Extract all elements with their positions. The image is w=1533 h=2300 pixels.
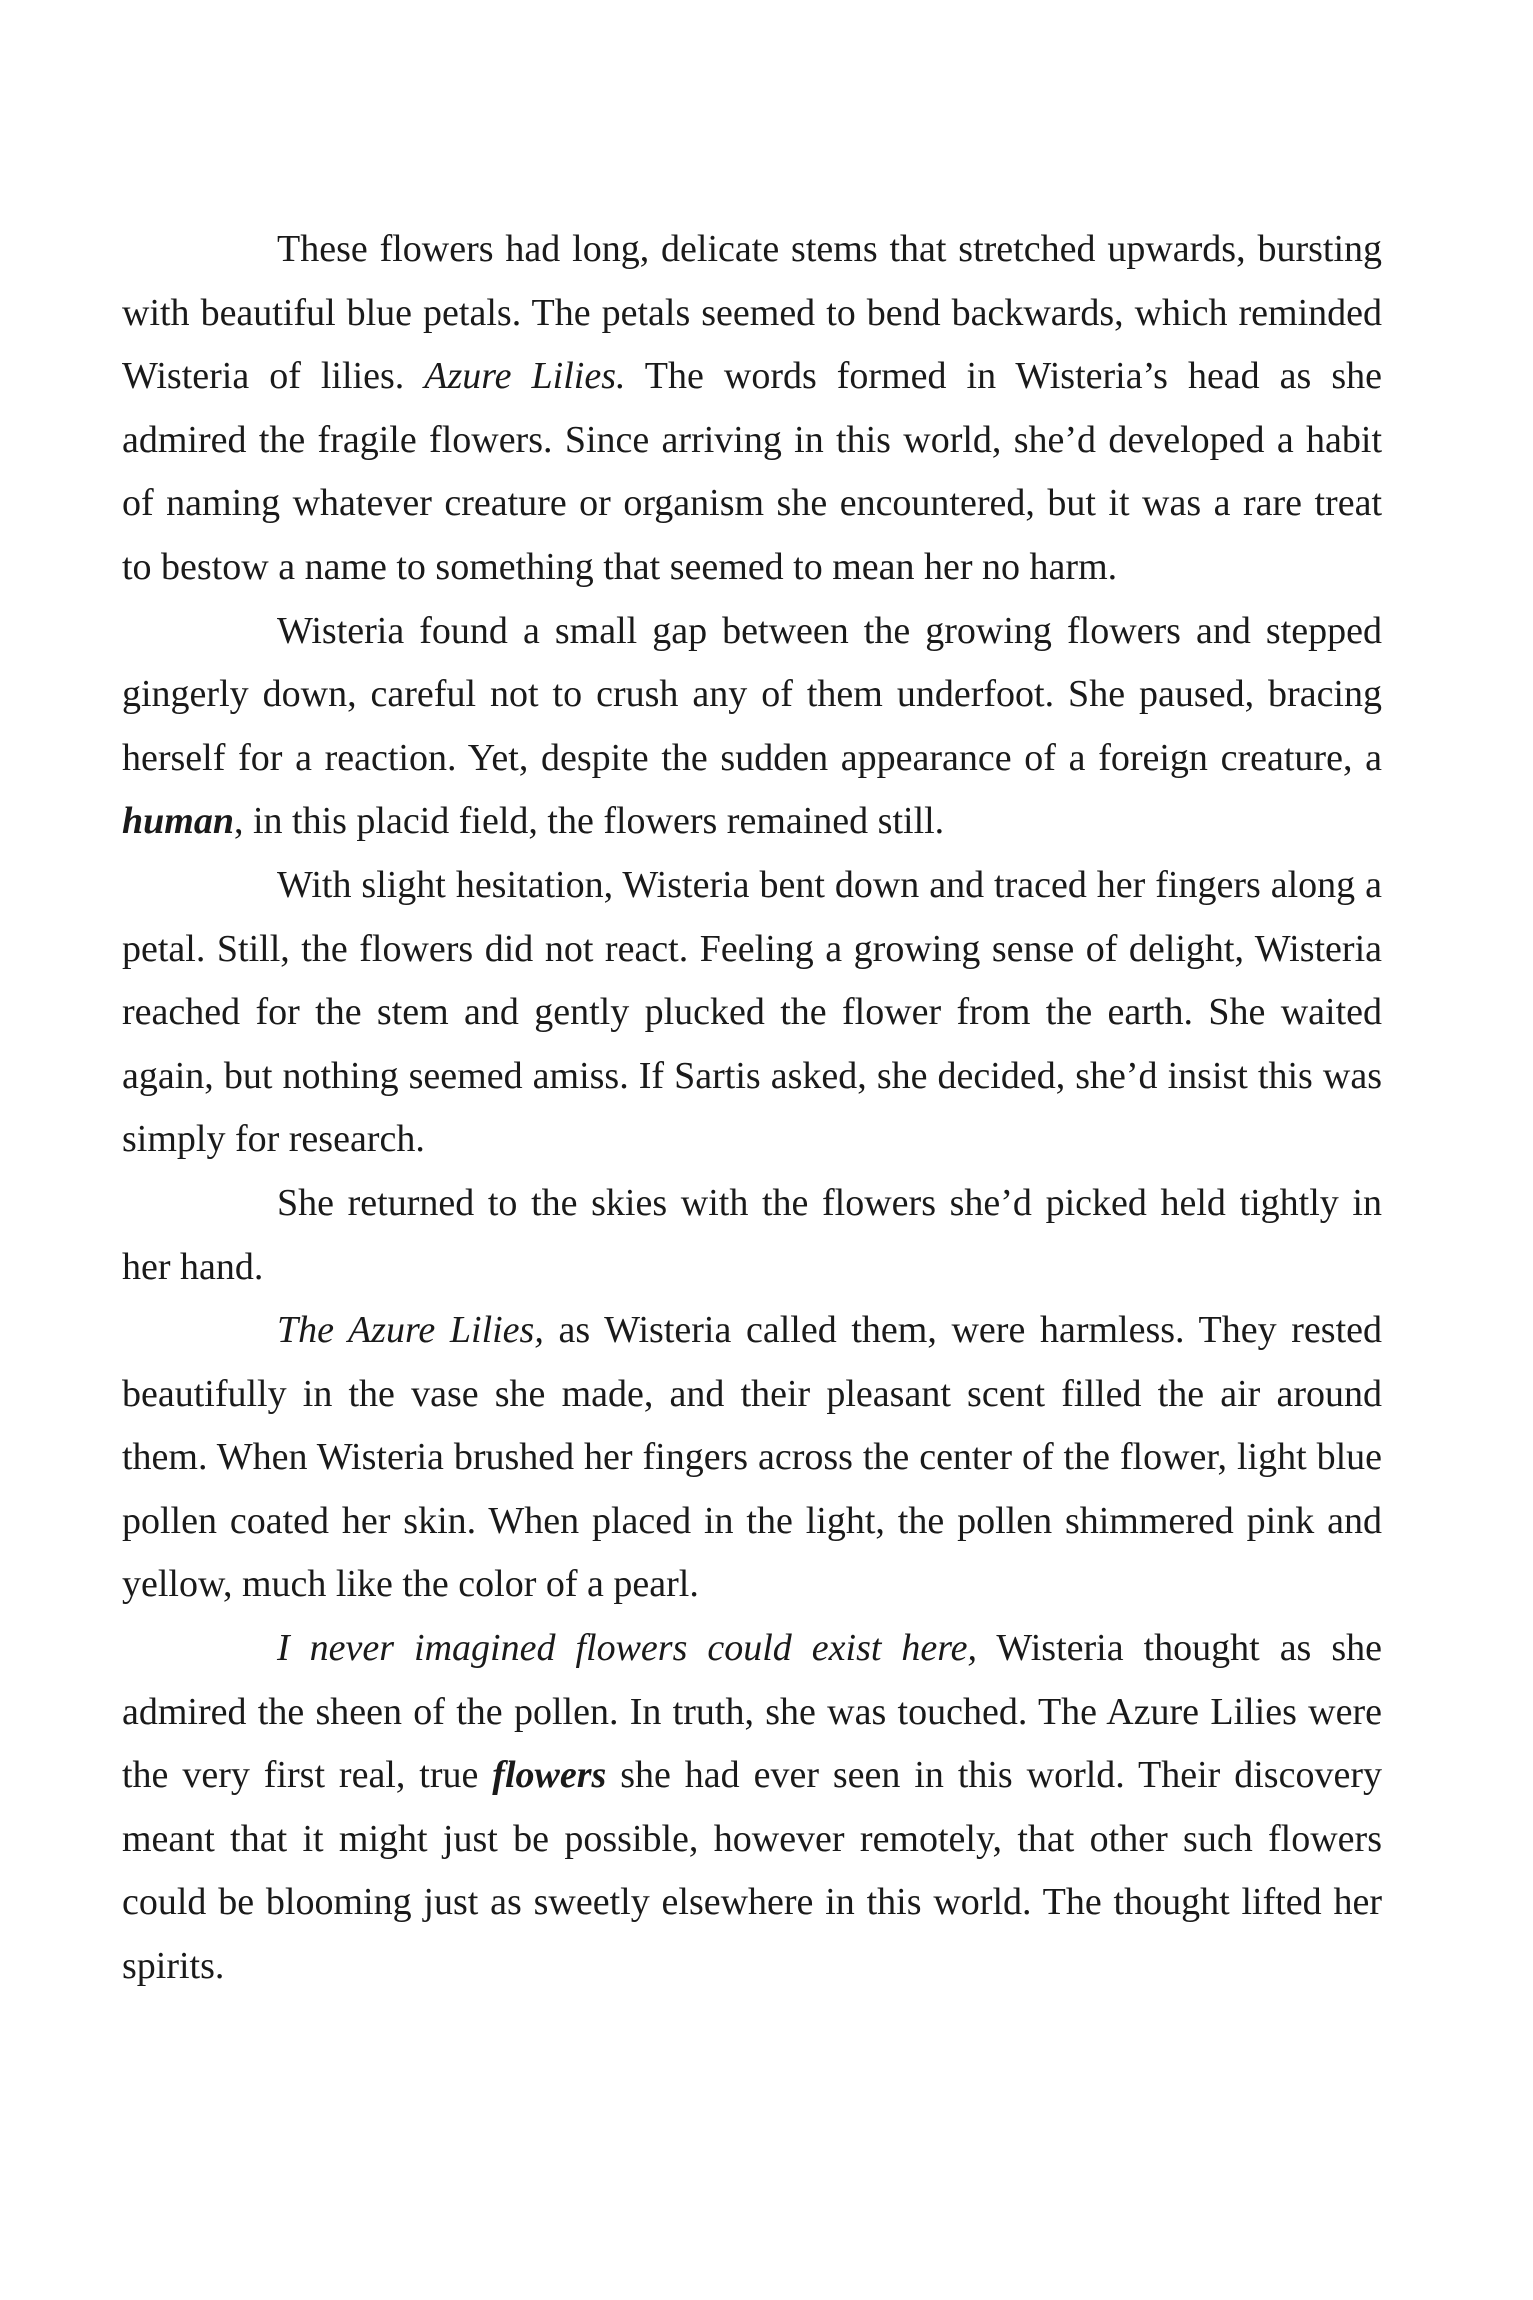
paragraph — [122, 854, 1382, 1172]
paragraph — [122, 600, 1382, 854]
book-page-body — [122, 218, 1382, 1999]
paragraph — [122, 1172, 1382, 1299]
bold-italic-run: flowers — [492, 1754, 607, 1797]
bold-italic-run: human — [122, 800, 234, 843]
italic-run: The Azure Lilies, — [277, 1309, 544, 1352]
text-run: These flowers had long, delicate stems that stretched upwards, bursting with beautiful blue petals. The petals seemed to bend backwards, which reminded Wisteria of lilies. — [122, 228, 1382, 398]
italic-run: I never imagined flowers could exist here, — [277, 1627, 978, 1670]
text-run: , in this placid field, the flowers remained still. — [233, 800, 945, 843]
text-run: she had ever seen in this world. Their discovery meant that it might just be possible, however remotely, that other such flowers could be blooming just as sweetly elsewhere in this world. The thought lifted her spirits. — [122, 1754, 1382, 1988]
paragraph — [122, 1299, 1382, 1617]
text-run: Wisteria found a small gap between the growing flowers and stepped gingerly down, careful not to crush any of them underfoot. She paused, bracing herself for a reaction. Yet, despite the sudden appearance of a foreign creature, a — [122, 609, 1382, 779]
text-run: With slight hesitation, Wisteria bent down and traced her fingers along a petal. Still, the flowers did not react. Feeling a growing sense of delight, Wisteria reached for the stem and gently plucked the flower from the earth. She waited again, but nothing seemed amiss. If Sartis asked, she decided, she’d insist this was simply for research. — [122, 863, 1382, 1161]
paragraph — [122, 1617, 1382, 1999]
text-run: as Wisteria called them, were harmless. They rested beautifully in the vase she made, and their pleasant scent filled the air around them. When Wisteria brushed her fingers across the center of the flower, light blue pollen coated her skin. When placed in the light, the pollen shimmered pink and yellow, much like the color of a pearl. — [122, 1309, 1382, 1606]
italic-run: Azure Lilies. — [424, 355, 626, 398]
text-run: She returned to the skies with the flowers she’d picked held tightly in her hand. — [122, 1181, 1382, 1288]
text-run: Wisteria thought as she admired the sheen of the pollen. In truth, she was touched. The Azure Lilies were the very first real, true — [122, 1627, 1382, 1797]
paragraph — [122, 218, 1382, 600]
text-run: The words formed in Wisteria’s head as she admired the fragile flowers. Since arriving in this world, she’d developed a habit of naming whatever creature or organism she encountered, but it was a rare treat to bestow a name to something that seemed to mean her no harm. — [122, 355, 1382, 588]
